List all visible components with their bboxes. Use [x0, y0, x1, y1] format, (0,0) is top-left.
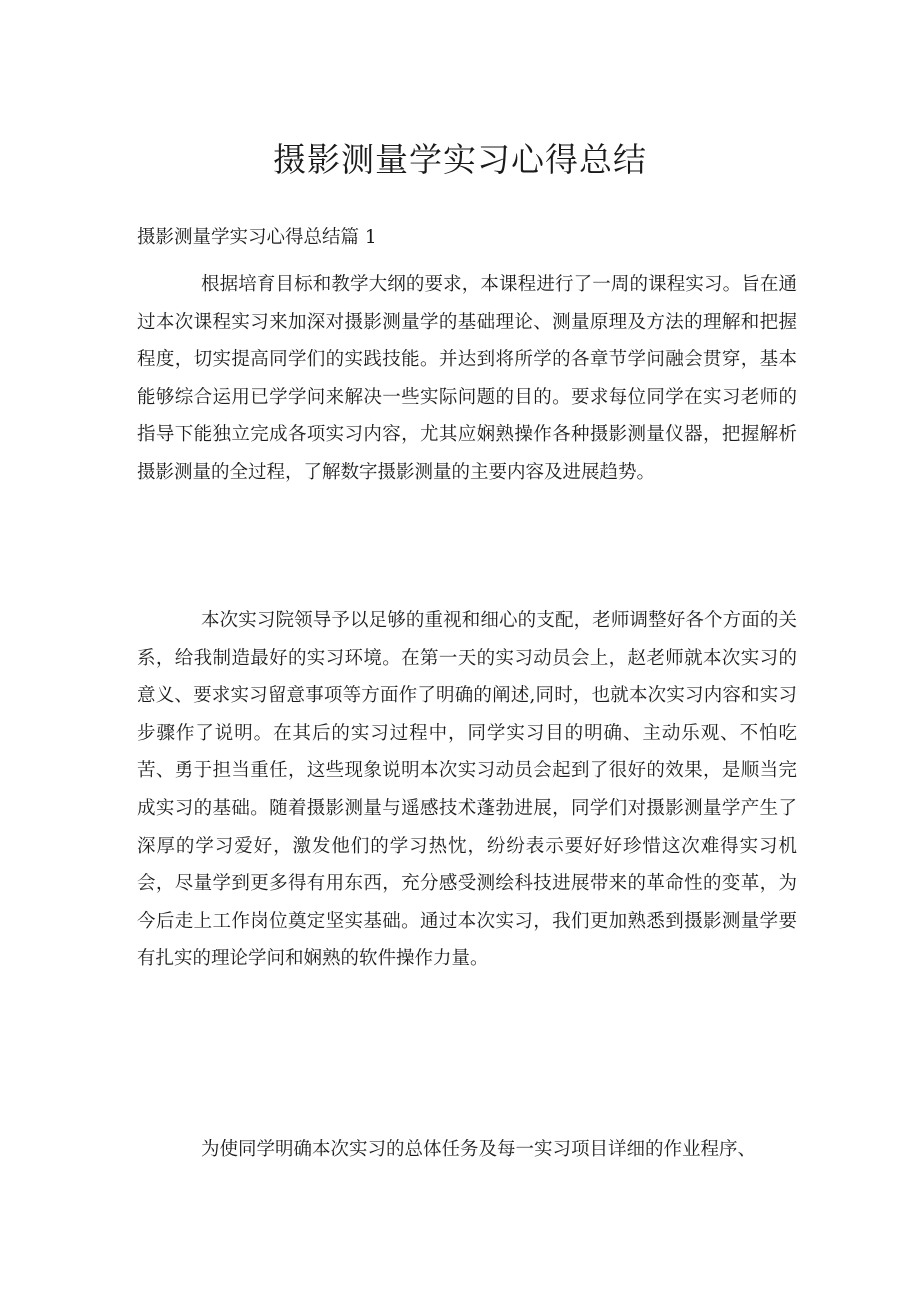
paragraph-1: 根据培育目标和教学大纲的要求，本课程进行了一周的课程实习。旨在通过本次课程实习来加深对摄影测量学的基础理论、测量原理及方法的理解和把握程度，切实提高同学们的实践技能。并达到将所学的各章节学问融会贯穿，基本能够综合运用已学学问来解决一些实际问题的目的。要求每位同学在实习老师的指导下能独立完成各项实习内容，尤其应娴熟操作各种摄影测量仪器，把握解析摄影测量的全过程，了解数字摄影测量的主要内容及进展趋势。 [137, 274, 797, 483]
document-title: 摄影测量学实习心得总结 [273, 140, 647, 179]
section-heading: 摄影测量学实习心得总结篇 1 [137, 227, 377, 248]
paragraph-3: 为使同学明确本次实习的总体任务及每一实习项目详细的作业程序、 [201, 1139, 757, 1160]
paragraph-2: 本次实习院领导予以足够的重视和细心的支配，老师调整好各个方面的关系，给我制造最好的实习环境。在第一天的实习动员会上，赵老师就本次实习的意义、要求实习留意事项等方面作了明确的阐述,同时，也就本次实习内容和实习步骤作了说明。在其后的实习过程中，同学实习目的明确、主动乐观、不怕吃苦、勇于担当重任，这些现象说明本次实习动员会起到了很好的效果，是顺当完成实习的基础。随着摄影测量与遥感技术蓬勃进展，同学们对摄影测量学产生了深厚的学习爱好，激发他们的学习热忱，纷纷表示要好好珍惜这次难得实习机会，尽量学到更多得有用东西，充分感受测绘科技进展带来的革命性的变革，为今后走上工作岗位奠定坚实基础。通过本次实习，我们更加熟悉到摄影测量学要有扎实的理论学问和娴熟的软件操作力量。 [137, 610, 797, 970]
